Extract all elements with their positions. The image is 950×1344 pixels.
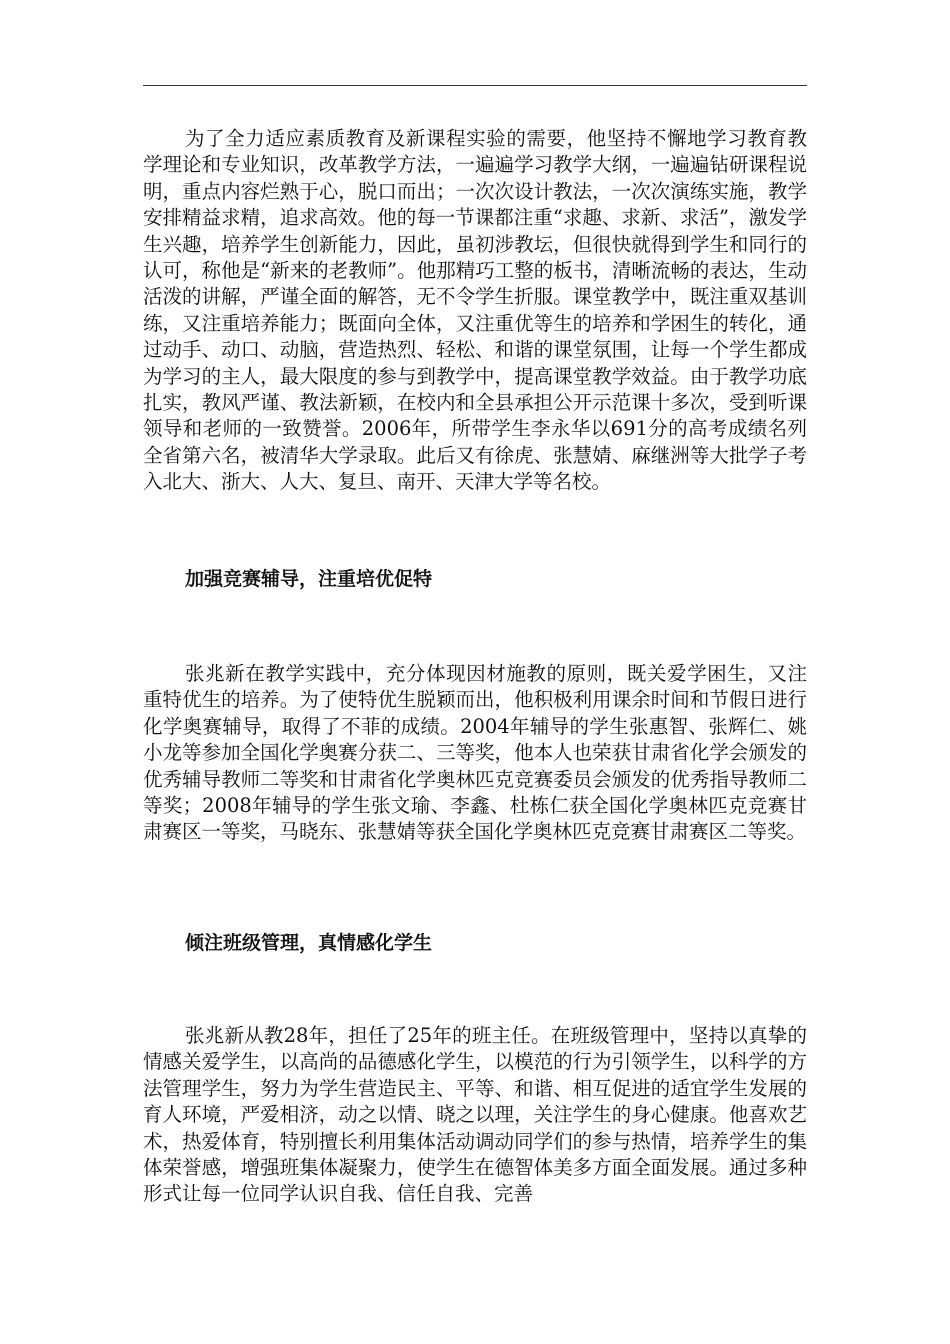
header-rule bbox=[143, 85, 807, 86]
section-heading-class-management: 倾注班级管理，真情感化学生 bbox=[185, 932, 433, 954]
body-paragraph-teaching: 为了全力适应素质教育及新课程实验的需要，他坚持不懈地学习教育教学理论和专业知识，改革教学方法，一遍遍学习教学大纲，一遍遍钻研课程说明，重点内容烂熟于心，脱口而出；一次次设计教法，一次次演练实施，教学安排精益求精，追求高效。他的每一节课都注重“求趣、求新、求活”，激发学生兴趣，培养学生创新能力，因此，虽初涉教坛，但很快就得到学生和同行的认可，称他是“新来的老教师”。他那精巧工整的板书，清晰流畅的表达，生动活泼的讲解，严谨全面的解答，无不令学生折服。课堂教学中，既注重双基训练，又注重培养能力；既面向全体，又注重优等生的培养和学困生的转化，通过动手、动口、动脑，营造热烈、轻松、和谐的课堂氛围，让每一个学生都成为学习的主人，最大限度的参与到教学中，提高课堂教学效益。由于教学功底扎实，教风严谨、教法新颖，在校内和全县承担公开示范课十多次，受到听课领导和老师的一致赞誉。2006年，所带学生李永华以691分的高考成绩名列全省第六名，被清华大学录取。此后又有徐虎、张慧婧、麻继洲等大批学子考入北大、浙大、人大、复旦、南开、天津大学等名校。 bbox=[143, 127, 807, 494]
body-paragraph-competition: 张兆新在教学实践中，充分体现因材施教的原则，既关爱学困生，又注重特优生的培养。为了使特优生脱颖而出，他积极利用课余时间和节假日进行化学奥赛辅导，取得了不菲的成绩。2004年辅导的学生张惠智、张辉仁、姚小龙等参加全国化学奥赛分获二、三等奖，他本人也荣获甘肃省化学会颁发的优秀辅导教师二等奖和甘肃省化学奥林匹克竞赛委员会颁发的优秀指导教师二等奖；2008年辅导的学生张文瑜、李鑫、杜栋仁获全国化学奥林匹克竞赛甘肃赛区一等奖，马晓东、张慧婧等获全国化学奥林匹克竞赛甘肃赛区二等奖。 bbox=[143, 662, 807, 844]
body-paragraph-class-management: 张兆新从教28年，担任了25年的班主任。在班级管理中，坚持以真挚的情感关爱学生，以高尚的品德感化学生，以模范的行为引领学生，以科学的方法管理学生，努力为学生营造民主、平等、和谐、相互促进的适宜学生发展的育人环境，严爱相济，动之以情、晓之以理，关注学生的身心健康。他喜欢艺术，热爱体育，特别擅长利用集体活动调动同学们的参与热情，培养学生的集体荣誉感，增强班集体凝聚力，使学生在德智体美多方面全面发展。通过多种形式让每一位同学认识自我、信任自我、完善 bbox=[143, 1024, 807, 1206]
section-heading-competition: 加强竞赛辅导，注重培优促特 bbox=[185, 568, 433, 590]
